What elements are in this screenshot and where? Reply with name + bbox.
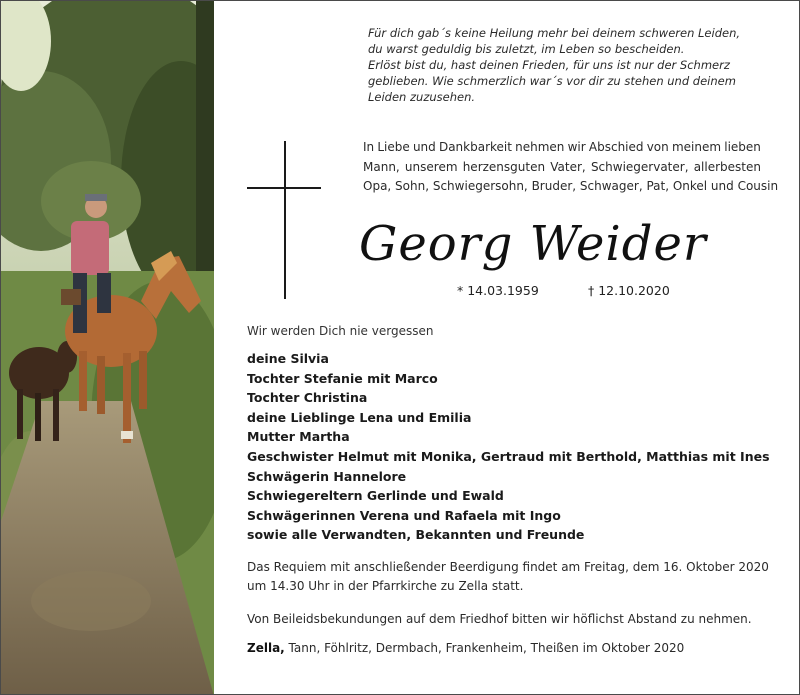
intro-word: Abschied [588,140,644,154]
cross-icon [284,141,286,299]
mourner: Tochter Christina [247,390,368,406]
mourner: Schwägerin Hannelore [247,468,407,484]
poem [368,25,773,105]
condolence-note [247,610,767,629]
place-line [247,639,767,658]
cross-icon-bar [247,187,321,189]
death-date: † 12.10.2020 [588,283,670,298]
birth-date: * 14.03.1959 [457,283,539,298]
poem-line: Erlöst bist du, hast deinen Frieden, für uns ist nur der Schmerz [368,58,730,72]
requiem-line: um 14.30 Uhr in der Pfarrkirche zu Zella statt. [247,579,524,593]
intro-word: meinem [671,140,722,154]
deceased-name: Georg Weider [359,216,707,272]
place-text [247,639,767,658]
mourner: deine Silvia [247,351,329,366]
poem-line: Für dich gab´s keine Heilung mehr bei deinem schweren Leiden, [368,26,741,40]
intro-word: unserem [404,159,458,174]
poem-line: Leiden zuzusehen. [368,90,476,104]
remembrance-line: Wir werden Dich nie vergessen [247,324,434,338]
intro-word: allerbesten [693,159,761,174]
mourner: Mutter Martha [247,429,350,445]
place-rest: Tann, Föhlritz, Dermbach, Frankenheim, Theißen im Oktober 2020 [284,641,685,655]
intro-word: Schwiegervater, [590,159,689,174]
poem-line: geblieben. Wie schmerzlich war´s vor dir zu stehen und deinem [368,74,736,88]
intro-word: und [412,140,436,154]
mourner: sowie alle Verwandten, Bekannten und Freunde [247,527,585,543]
intro-word: In [363,140,375,154]
condolence-line: Von Beileidsbekundungen auf dem Friedhof bitten wir höflichst Abstand zu nehmen. [247,612,752,626]
memorial-photo [1,1,214,695]
mourner: Geschwister Helmut mit Monika, Gertraud mit Berthold, Matthias mit Ines [247,448,770,464]
intro-line-1 [363,138,761,158]
intro-line-2 [363,158,761,178]
mourner: Tochter Stefanie mit Marco [247,370,438,386]
intro-text [363,138,779,197]
mourner: Schwägerinnen Verena und Rafaela mit Ingo [247,507,561,523]
intro-word: nehmen [515,140,565,154]
intro-word: Vater, [550,159,586,174]
intro-word: von [646,140,669,154]
place-town: Zella, [247,641,285,655]
intro-word: Liebe [377,140,410,154]
intro-line-3: Opa, Sohn, Schwiegersohn, Bruder, Schwager, Pat, Onkel und Cousin [363,179,779,193]
intro-word: Mann, [363,159,400,174]
poem-line: du warst geduldig bis zuletzt, im Leben so bescheiden. [368,42,685,56]
requiem-line: Das Requiem mit anschließender Beerdigung findet am Freitag, dem 16. Oktober 2020 [247,560,769,574]
mourner: Schwiegereltern Gerlinde und Ewald [247,488,504,504]
intro-word: lieben [724,140,761,154]
intro-word: wir [567,140,586,154]
mourners-list [247,349,777,545]
requiem-info [247,558,767,596]
intro-word: herzensguten [462,159,546,174]
intro-word: Dankbarkeit [438,140,512,154]
mourner: deine Lieblinge Lena und Emilia [247,409,472,425]
